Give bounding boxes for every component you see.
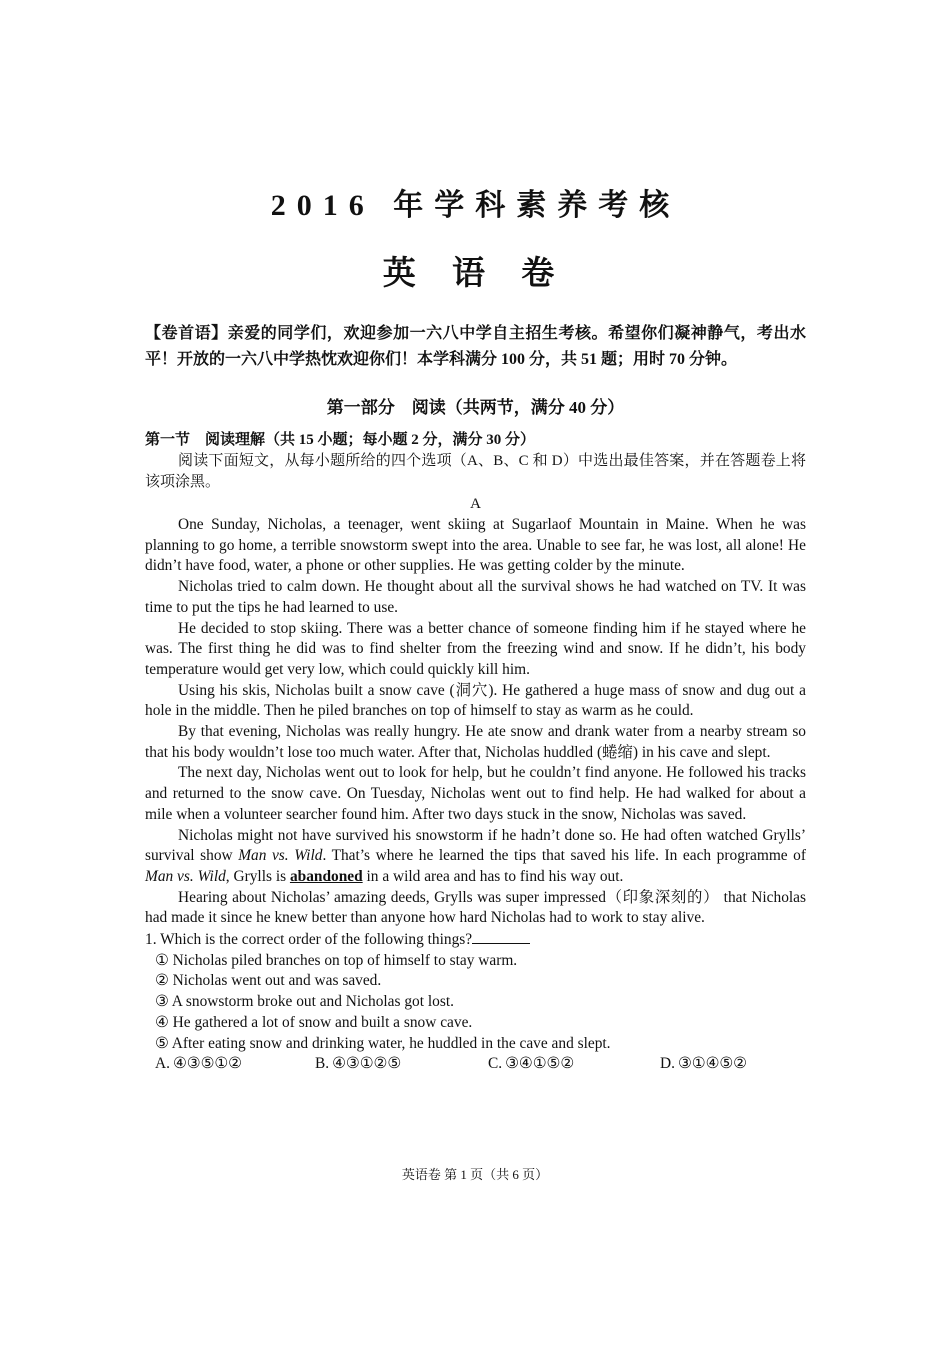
answer-choices	[145, 1054, 806, 1075]
section-instructions: 阅读下面短文，从每小题所给的四个选项（A、B、C 和 D）中选出最佳答案，并在答题卷上将该项涂黑。	[145, 453, 806, 490]
text-run: Nicholas might not have survived his snowstorm if he hadn’t done so. He had often watched Grylls’ survival show	[145, 826, 806, 865]
choice-text: ③①④⑤②	[677, 1055, 747, 1073]
choice-letter: B.	[315, 1055, 330, 1073]
keyword-abandoned: abandoned	[289, 867, 363, 885]
preface-text: 【卷首语】亲爱的同学们，欢迎参加一六八中学自主招生考核。希望你们凝神静气，考出水平！开放的一六八中学热忱欢迎你们！本学科满分 100 分，共 51 题；用时 70 分钟。	[145, 325, 806, 368]
choice-letter: A.	[155, 1055, 170, 1073]
choice-text: ④③①②⑤	[332, 1055, 402, 1073]
show-title: Man vs. Wild	[145, 867, 226, 885]
passage-paragraph: One Sunday, Nicholas, a teenager, went skiing at Sugarlaof Mountain in Maine. When he was planning to go home, a terrible snowstorm swept into the area. Unable to see far, he was lost, all alone! He didn’t have food, water, a phone or other supplies. He was getting colder by the minute.	[145, 516, 806, 575]
question-stem	[145, 929, 806, 951]
paper-subtitle: 英 语 卷	[382, 256, 569, 292]
passage-paragraph: He decided to stop skiing. There was a better chance of someone finding him if he stayed where he was. The first thing he did was to find shelter from the freezing wind and snow. If he didn’t, his body temperature would get very low, which could quickly kill him.	[145, 619, 806, 678]
section-one-title: 第一节 阅读理解（共 15 小题；每小题 2 分，满分 30 分）	[145, 432, 536, 448]
passage-paragraph: By that evening, Nicholas was really hungry. He ate snow and drank water from a nearby stream so that his body wouldn’t lose too much water. After that, Nicholas huddled (蜷缩) in his cave and slept.	[145, 723, 806, 761]
choice-letter: D.	[660, 1055, 675, 1073]
answer-blank	[472, 929, 530, 944]
choice-a	[155, 1054, 315, 1075]
passage-paragraph-grylls	[145, 826, 806, 888]
choice-letter: C.	[488, 1055, 503, 1073]
question-stem-text: 1. Which is the correct order of the following things?	[145, 931, 473, 949]
part-one-title: 第一部分 阅读（共两节，满分 40 分）	[326, 398, 625, 417]
passage-label: A	[470, 496, 481, 512]
choice-b	[315, 1054, 488, 1075]
choice-d	[660, 1054, 747, 1075]
passage-paragraph: Using his skis, Nicholas built a snow cave (洞穴). He gathered a huge mass of snow and dug out a hole in the middle. Then he piled branches on top of himself to stay as warm as he could.	[145, 681, 806, 720]
question-1	[145, 929, 806, 1075]
page-footer: 英语卷 第 1 页（共 6 页）	[401, 1167, 549, 1182]
passage-paragraph: The next day, Nicholas went out to look for help, but he couldn’t find anyone. He followed his tracks and returned to the snow cave. On Tuesday, Nicholas went out to find help. He had walked for about a mile when a volunteer searcher found him. After two days stuck in the snow, Nicholas was saved.	[145, 764, 806, 823]
question-item: ④ He gathered a lot of snow and built a snow cave.	[155, 1013, 473, 1031]
show-title: Man vs. Wild	[238, 847, 323, 865]
question-item: ② Nicholas went out and was saved.	[155, 972, 382, 990]
choice-text: ④③⑤①②	[172, 1055, 242, 1073]
exam-title: 2016 年学科素养考核	[270, 189, 681, 222]
question-item: ⑤ After eating snow and drinking water, he huddled in the cave and slept.	[155, 1034, 611, 1052]
question-item: ① Nicholas piled branches on top of himself to stay warm.	[155, 951, 518, 969]
question-item: ③ A snowstorm broke out and Nicholas got lost.	[155, 993, 454, 1011]
text-run: . That’s where he learned the tips that saved his life. In each programme of	[322, 847, 807, 865]
passage-paragraph: Hearing about Nicholas’ amazing deeds, Grylls was super impressed（印象深刻的） that Nicholas had made it since he knew better than anyone how hard Nicholas had to work to stay alive.	[145, 888, 806, 927]
choice-text: ③④①⑤②	[505, 1055, 575, 1073]
passage-body	[145, 515, 806, 929]
passage-paragraph: Nicholas tried to calm down. He thought about all the survival shows he had watched on TV. It was time to put the tips he had learned to use.	[145, 578, 806, 616]
page-content	[145, 186, 806, 1075]
text-run: in a wild area and has to find his way out.	[362, 867, 624, 885]
text-run: , Grylls is	[225, 867, 290, 885]
choice-c	[488, 1054, 660, 1075]
